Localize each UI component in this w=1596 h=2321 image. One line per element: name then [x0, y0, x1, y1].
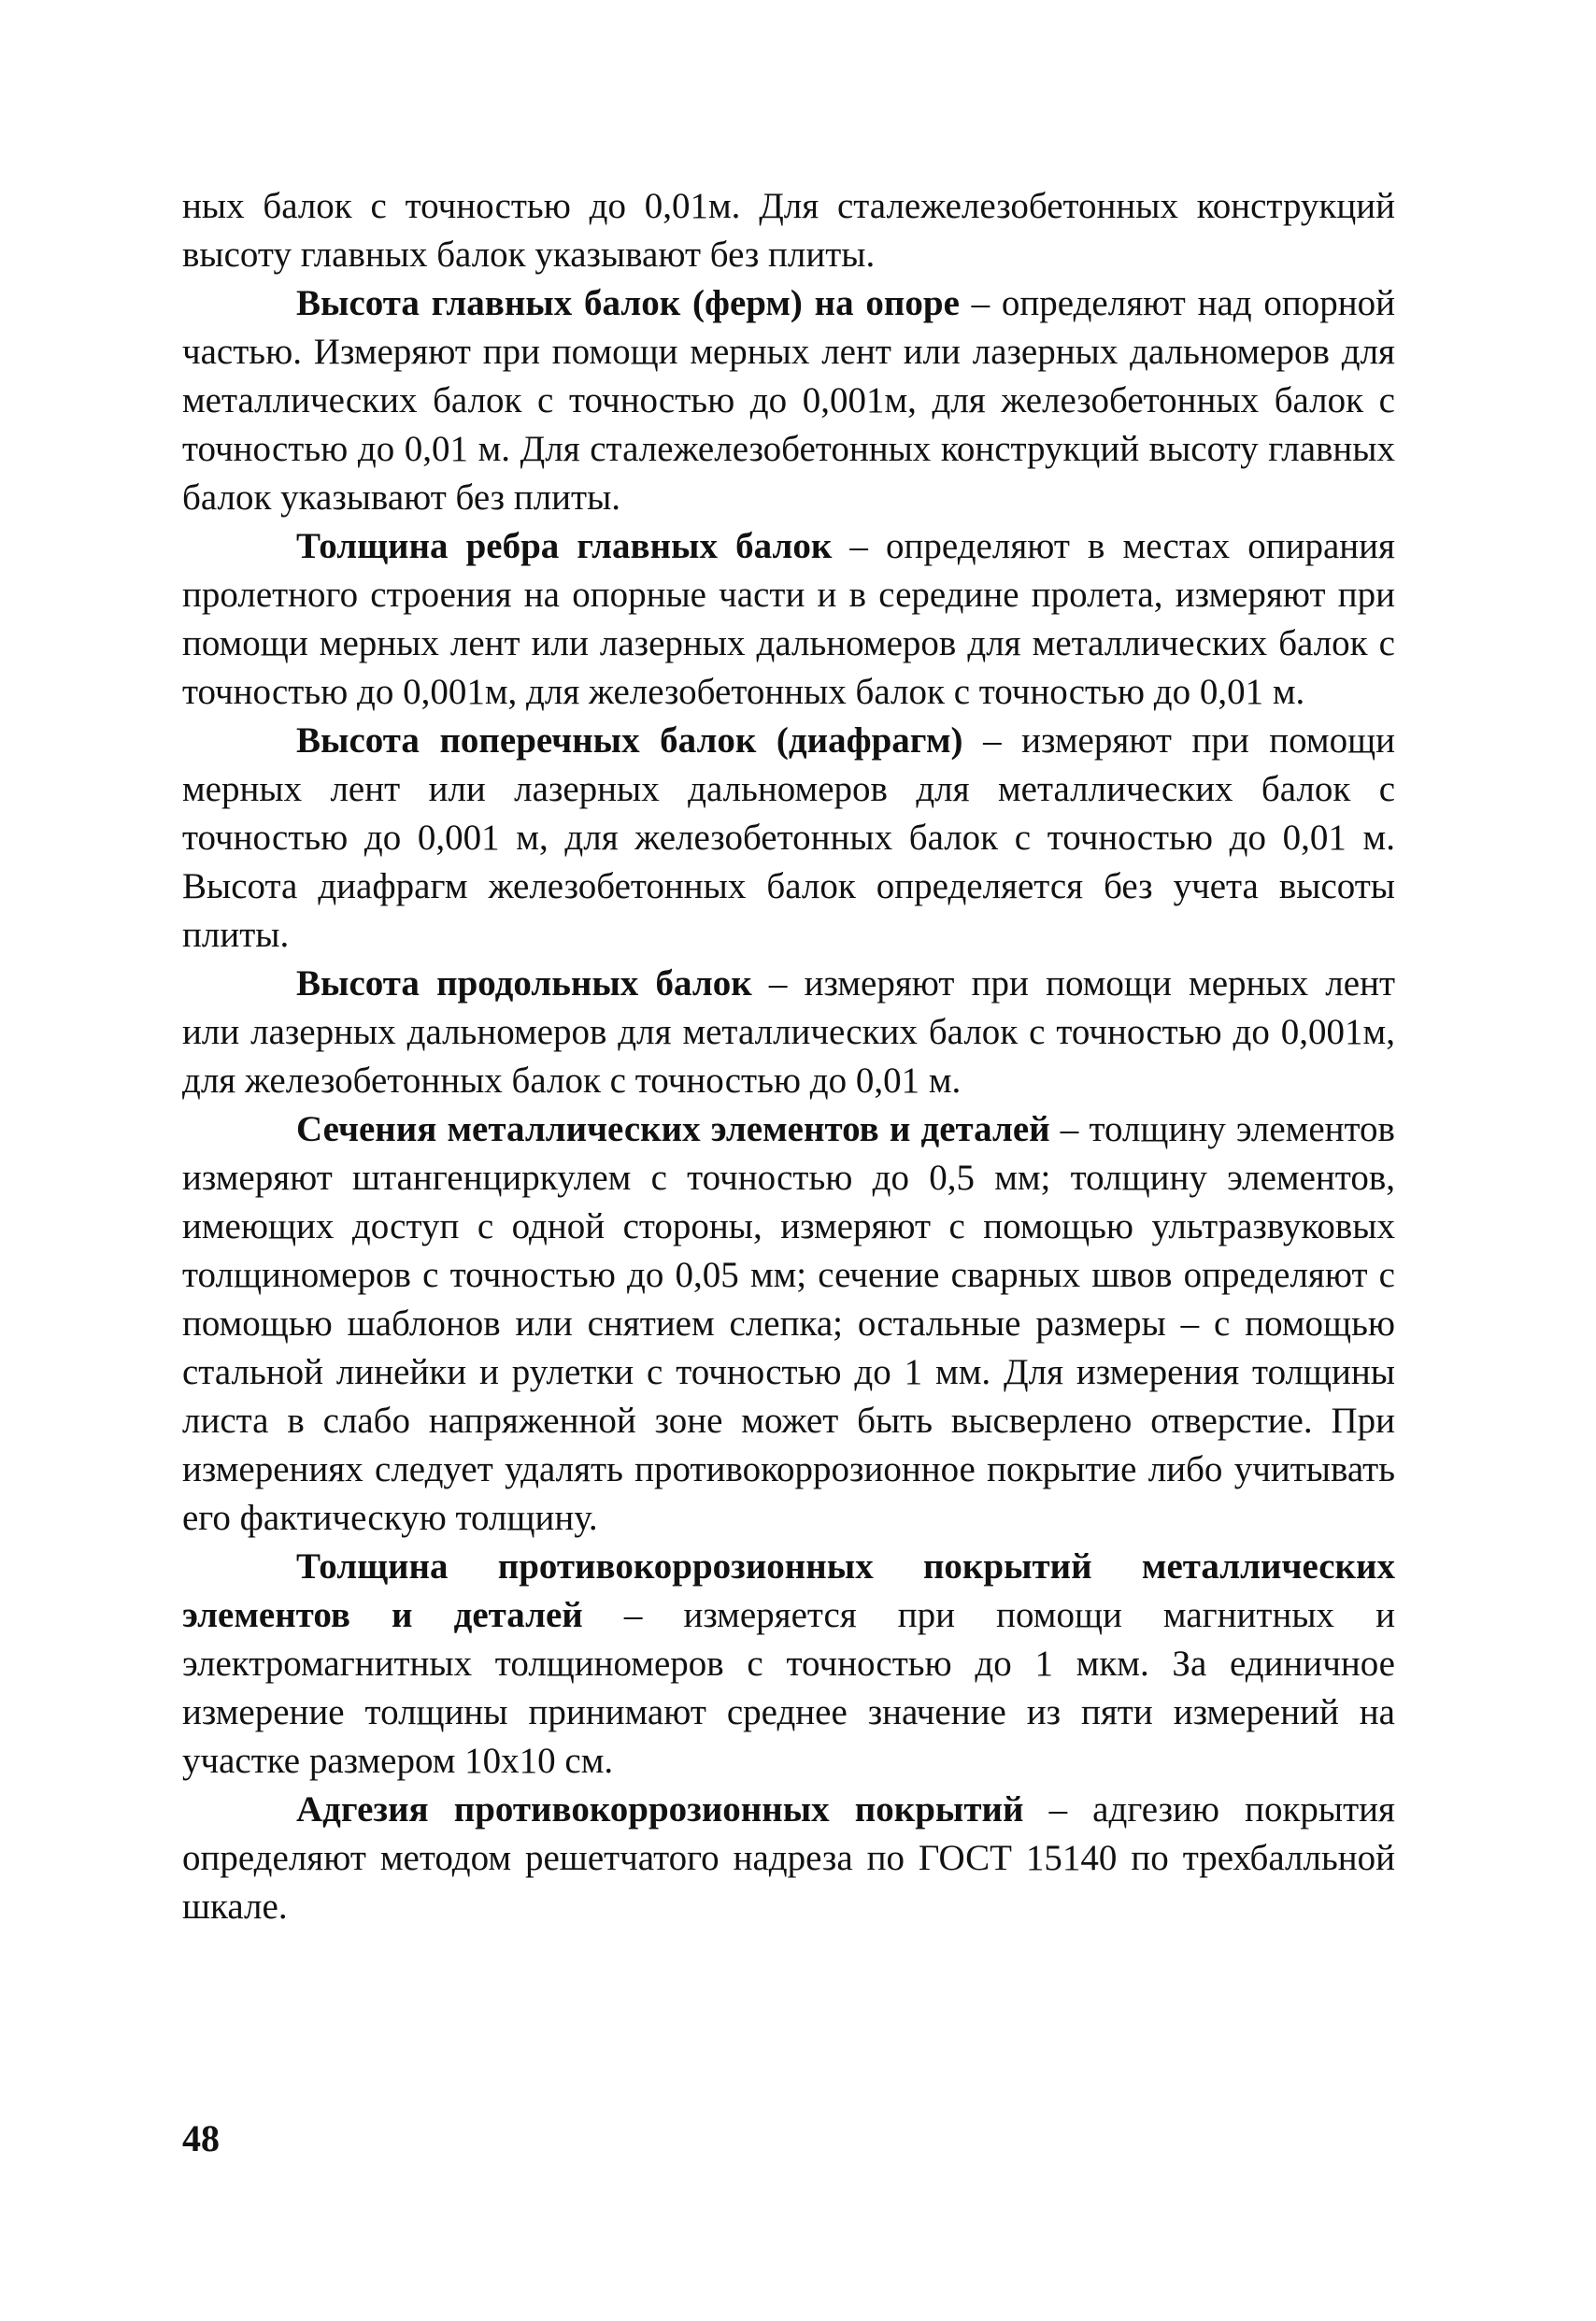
paragraph-main-beam-rib-thickness [182, 522, 1395, 717]
paragraph-text: – измеряют при помощи мерных лент или лазерных дальномеров для металлических балок с точностью до 0,001 м, для железобетонных балок с точностью до 0,01 м. Высота диафрагм железобетонных балок определяется без учета высоты плиты. [182, 720, 1395, 955]
paragraph-term: Сечения металлических элементов и деталей [296, 1109, 1050, 1149]
paragraph-anticorrosion-coating-adhesion [182, 1786, 1395, 1931]
body-text [182, 182, 1395, 1931]
paragraph-main-beam-height-at-support [182, 279, 1395, 522]
paragraph-term: Высота поперечных балок (диафрагм) [296, 720, 963, 761]
paragraph-text: – измеряется при помощи магнитных и электромагнитных толщиномеров с точностью до 1 мкм. За единичное измерение толщины принимают среднее значение из пяти измерений на участке размером 10х10 см. [182, 1595, 1395, 1781]
paragraph-term: Высота главных балок (ферм) на опоре [296, 283, 960, 323]
paragraph-anticorrosion-coating-thickness [182, 1543, 1395, 1786]
paragraph-term: Адгезия противокоррозионных покрытий [296, 1789, 1024, 1830]
paragraph-term: Толщина противокоррозионных покрытий металлических элементов и деталей [182, 1546, 1395, 1635]
paragraph-text: – определяют в местах опирания пролетного строения на опорные части и в середине пролета, измеряют при помощи мерных лент или лазерных дальномеров для металлических балок с точностью до 0,001м, для железобетонных балок с точностью до 0,01 м. [182, 526, 1395, 712]
paragraph-text: – измеряют при помощи мерных лент или лазерных дальномеров для металлических балок с точностью до 0,001м, для железобетонных балок с точностью до 0,01 м. [182, 963, 1395, 1101]
paragraph-cross-beam-height [182, 717, 1395, 960]
paragraph-longitudinal-beam-height [182, 960, 1395, 1105]
paragraph-text: – адгезию покрытия определяют методом решетчатого надреза по ГОСТ 15140 по трехбалльной шкале. [182, 1789, 1395, 1927]
paragraph-text: – определяют над опорной частью. Измеряют при помощи мерных лент или лазерных дальномеров для металлических балок с точностью до 0,001м, для железобетонных балок с точностью до 0,01 м. Для сталежелезобетонных конструкций высоту главных балок указывают без плиты. [182, 283, 1395, 518]
paragraph-text: ных балок с точностью до 0,01м. Для сталежелезобетонных конструкций высоту главных балок указывают без плиты. [182, 186, 1395, 275]
paragraph-metal-element-sections [182, 1105, 1395, 1543]
paragraph-term: Высота продольных балок [296, 963, 752, 1004]
paragraph-text: – толщину элементов измеряют штангенциркулем с точностью до 0,5 мм; толщину элементов, имеющих доступ с одной стороны, измеряют с помощью ультразвуковых толщиномеров с точностью до 0,05 мм; сечение сварных швов определяют с помощью шаблонов или снятием слепка; остальные размеры – с помощью стальной линейки и рулетки с точностью до 1 мм. Для измерения толщины листа в слабо напряженной зоне может быть высверлено отверстие. При измерениях следует удалять противокоррозионное покрытие либо учитывать его фактическую толщину. [182, 1109, 1395, 1538]
paragraph-term: Толщина ребра главных балок [296, 526, 833, 566]
page-number: 48 [182, 2117, 220, 2159]
paragraph-continuation [182, 182, 1395, 279]
